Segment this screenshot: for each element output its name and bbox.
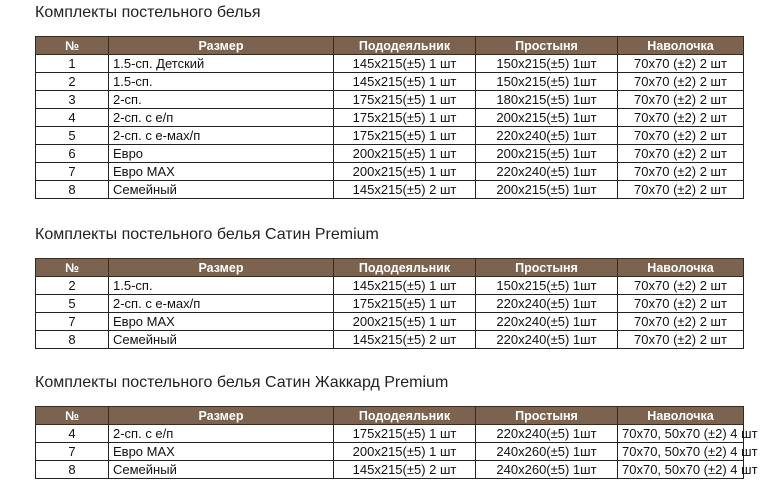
cell-sheet: 150x215(±5) 1шт: [476, 73, 618, 91]
cell-sheet: 180x215(±5) 1шт: [476, 91, 618, 109]
cell-pillow: 70x70 (±2) 2 шт: [618, 295, 744, 313]
cell-num: 8: [36, 181, 109, 199]
cell-pillow: 70x70 (±2) 2 шт: [618, 331, 744, 349]
cell-num: 3: [36, 91, 109, 109]
cell-num: 5: [36, 295, 109, 313]
header-num: №: [36, 407, 109, 425]
cell-size: 2-сп. с е/п: [109, 109, 334, 127]
cell-num: 2: [36, 277, 109, 295]
header-duvet: Пододеяльник: [334, 259, 476, 277]
table-header-row: [36, 407, 744, 425]
cell-duvet: 175x215(±5) 1 шт: [334, 109, 476, 127]
cell-duvet: 200x215(±5) 1 шт: [334, 443, 476, 461]
header-pillow: Наволочка: [618, 37, 744, 55]
cell-num: 6: [36, 145, 109, 163]
table-row: [36, 443, 744, 461]
header-num: №: [36, 259, 109, 277]
cell-duvet: 175x215(±5) 1 шт: [334, 127, 476, 145]
bedding-sets-satin-premium-table: [35, 258, 744, 349]
bedding-sets-table: [35, 36, 744, 199]
cell-duvet: 145x215(±5) 2 шт: [334, 331, 476, 349]
cell-duvet: 145x215(±5) 2 шт: [334, 461, 476, 479]
cell-sheet: 220x240(±5) 1шт: [476, 313, 618, 331]
cell-size: Евро MAX: [109, 163, 334, 181]
cell-pillow: 70x70, 50x70 (±2) 4 шт: [618, 461, 744, 479]
table-row: [36, 73, 744, 91]
cell-sheet: 200x215(±5) 1шт: [476, 181, 618, 199]
cell-pillow: 70x70 (±2) 2 шт: [618, 277, 744, 295]
cell-duvet: 145x215(±5) 2 шт: [334, 181, 476, 199]
table-row: [36, 181, 744, 199]
table-row: [36, 91, 744, 109]
cell-num: 7: [36, 443, 109, 461]
cell-duvet: 175x215(±5) 1 шт: [334, 91, 476, 109]
table-row: [36, 295, 744, 313]
cell-num: 7: [36, 163, 109, 181]
cell-size: 2-сп. с е/п: [109, 425, 334, 443]
cell-size: Семейный: [109, 331, 334, 349]
cell-size: Евро MAX: [109, 443, 334, 461]
cell-size: 1.5-сп.: [109, 277, 334, 295]
table-row: [36, 55, 744, 73]
header-size: Размер: [109, 407, 334, 425]
cell-sheet: 220x240(±5) 1шт: [476, 295, 618, 313]
cell-size: Семейный: [109, 461, 334, 479]
cell-pillow: 70x70 (±2) 2 шт: [618, 313, 744, 331]
cell-sheet: 200x215(±5) 1шт: [476, 109, 618, 127]
cell-size: Евро MAX: [109, 313, 334, 331]
header-num: №: [36, 37, 109, 55]
header-size: Размер: [109, 37, 334, 55]
header-size: Размер: [109, 259, 334, 277]
cell-pillow: 70x70 (±2) 2 шт: [618, 145, 744, 163]
cell-duvet: 200x215(±5) 1 шт: [334, 313, 476, 331]
cell-sheet: 240x260(±5) 1шт: [476, 443, 618, 461]
cell-num: 8: [36, 331, 109, 349]
cell-pillow: 70x70, 50x70 (±2) 4 шт: [618, 425, 744, 443]
table-row: [36, 277, 744, 295]
cell-sheet: 220x240(±5) 1шт: [476, 127, 618, 145]
cell-sheet: 220x240(±5) 1шт: [476, 425, 618, 443]
cell-size: 2-сп. с е-мах/п: [109, 295, 334, 313]
cell-num: 7: [36, 313, 109, 331]
header-pillow: Наволочка: [618, 259, 744, 277]
cell-duvet: 200x215(±5) 1 шт: [334, 145, 476, 163]
cell-num: 8: [36, 461, 109, 479]
table-header-row: [36, 37, 744, 55]
cell-pillow: 70x70 (±2) 2 шт: [618, 181, 744, 199]
cell-duvet: 200x215(±5) 1 шт: [334, 163, 476, 181]
cell-num: 5: [36, 127, 109, 145]
header-sheet: Простыня: [476, 37, 618, 55]
table-row: [36, 331, 744, 349]
header-sheet: Простыня: [476, 259, 618, 277]
table-row: [36, 145, 744, 163]
header-pillow: Наволочка: [618, 407, 744, 425]
cell-num: 1: [36, 55, 109, 73]
cell-pillow: 70x70, 50x70 (±2) 4 шт: [618, 443, 744, 461]
table-header-row: [36, 259, 744, 277]
cell-sheet: 240x260(±5) 1шт: [476, 461, 618, 479]
cell-pillow: 70x70 (±2) 2 шт: [618, 109, 744, 127]
header-duvet: Пододеяльник: [334, 37, 476, 55]
cell-duvet: 145x215(±5) 1 шт: [334, 277, 476, 295]
cell-size: 2-сп.: [109, 91, 334, 109]
cell-size: 2-сп. с е-мах/п: [109, 127, 334, 145]
cell-sheet: 150x215(±5) 1шт: [476, 55, 618, 73]
cell-size: 1.5-сп.: [109, 73, 334, 91]
header-duvet: Пододеяльник: [334, 407, 476, 425]
cell-duvet: 145x215(±5) 1 шт: [334, 55, 476, 73]
cell-size: Евро: [109, 145, 334, 163]
cell-sheet: 220x240(±5) 1шт: [476, 331, 618, 349]
cell-pillow: 70x70 (±2) 2 шт: [618, 91, 744, 109]
cell-num: 4: [36, 425, 109, 443]
section-title: Комплекты постельного белья: [35, 4, 261, 21]
section-title: Комплекты постельного белья Сатин Premium: [35, 226, 379, 243]
cell-duvet: 175x215(±5) 1 шт: [334, 425, 476, 443]
table-row: [36, 313, 744, 331]
cell-size: 1.5-сп. Детский: [109, 55, 334, 73]
cell-size: Семейный: [109, 181, 334, 199]
cell-pillow: 70x70 (±2) 2 шт: [618, 73, 744, 91]
cell-sheet: 150x215(±5) 1шт: [476, 277, 618, 295]
cell-pillow: 70x70 (±2) 2 шт: [618, 55, 744, 73]
table-row: [36, 163, 744, 181]
bedding-sets-satin-jacquard-table: [35, 406, 758, 479]
cell-num: 2: [36, 73, 109, 91]
table-row: [36, 109, 744, 127]
cell-pillow: 70x70 (±2) 2 шт: [618, 127, 744, 145]
table-row: [36, 461, 744, 479]
cell-sheet: 200x215(±5) 1шт: [476, 145, 618, 163]
cell-duvet: 145x215(±5) 1 шт: [334, 73, 476, 91]
cell-sheet: 220x240(±5) 1шт: [476, 163, 618, 181]
section-title: Комплекты постельного белья Сатин Жаккард Premium: [35, 374, 449, 391]
cell-duvet: 175x215(±5) 1 шт: [334, 295, 476, 313]
table-row: [36, 127, 744, 145]
header-sheet: Простыня: [476, 407, 618, 425]
cell-pillow: 70x70 (±2) 2 шт: [618, 163, 744, 181]
cell-num: 4: [36, 109, 109, 127]
table-row: [36, 425, 744, 443]
